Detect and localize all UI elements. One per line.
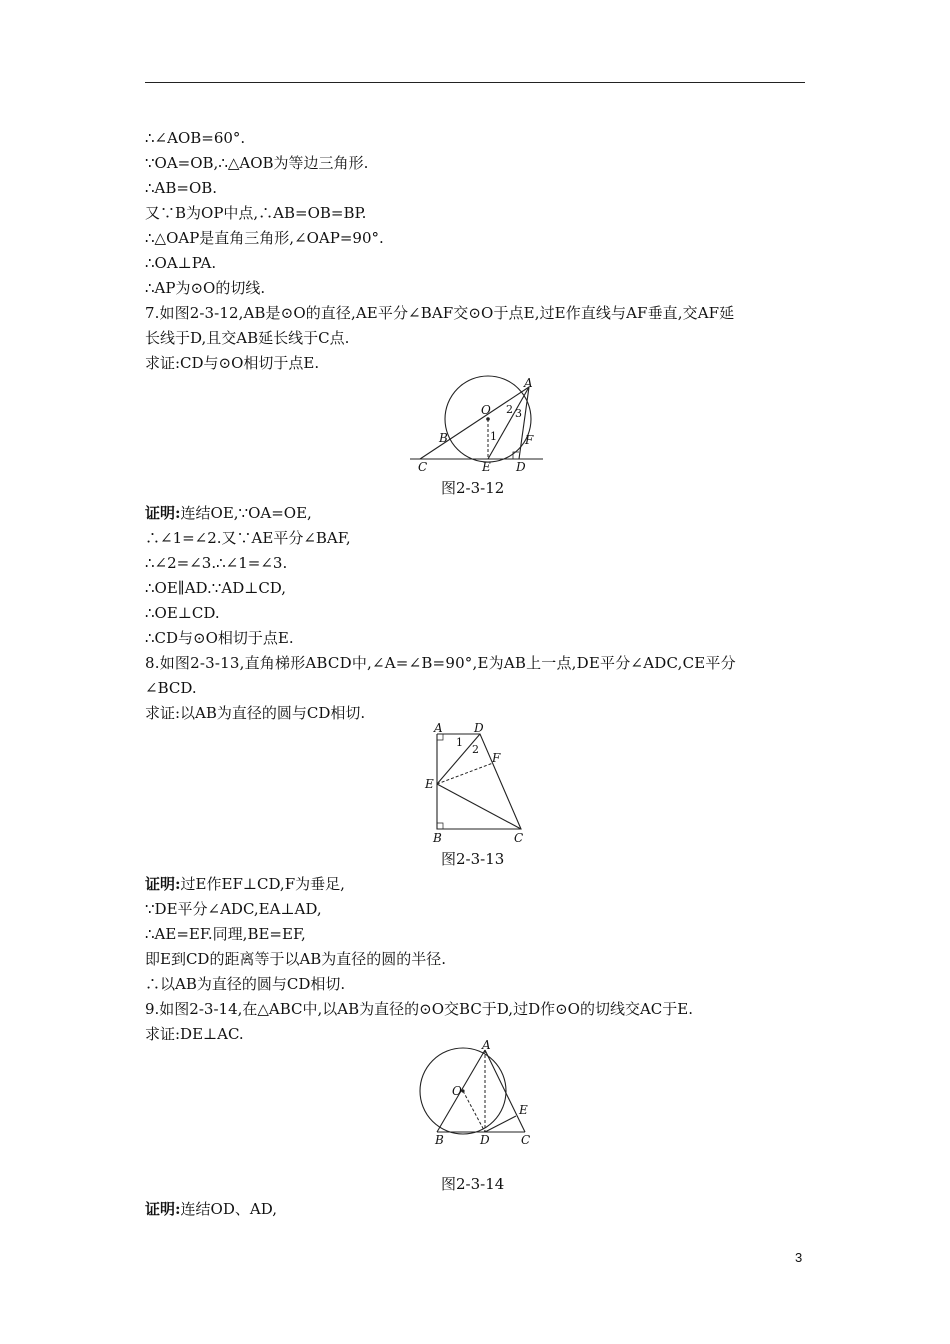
label-F: F xyxy=(525,433,534,447)
proof-label: 证明: xyxy=(145,504,181,522)
label-D: D xyxy=(474,721,484,735)
question-7: 7.如图2-3-12,AB是⊙O的直径,AE平分∠BAF交⊙O于点E,过E作直线与AF垂直,交AF延 xyxy=(145,304,735,322)
label-A: A xyxy=(434,721,443,735)
proof-8-start xyxy=(145,874,345,894)
question-9: 9.如图2-3-14,在△ABC中,以AB为直径的⊙O交BC于D,过D作⊙O的切线交AC于E. xyxy=(145,1000,693,1018)
label-D: D xyxy=(480,1133,490,1147)
figure-2-3-14 xyxy=(415,1040,540,1150)
text-line: 即E到CD的距离等于以AB为直径的圆的半径. xyxy=(145,950,447,968)
text-line: ∴∠AOB=60°. xyxy=(145,129,246,147)
question-9-claim: 求证:DE⊥AC. xyxy=(145,1025,244,1043)
label-angle-2: 2 xyxy=(506,403,513,416)
label-A: A xyxy=(482,1040,491,1052)
text-line: ∴OE∥AD.∵AD⊥CD, xyxy=(145,579,287,597)
figure-caption: 图2-3-13 xyxy=(441,850,505,868)
proof-label: 证明: xyxy=(145,875,181,893)
proof-label: 证明: xyxy=(145,1200,181,1218)
label-C: C xyxy=(514,831,524,845)
page-number: 3 xyxy=(795,1250,803,1265)
figure-caption: 图2-3-14 xyxy=(441,1175,505,1193)
figure-caption: 图2-3-12 xyxy=(441,479,505,497)
text-line: ∴∠2=∠3.∴∠1=∠3. xyxy=(145,554,288,572)
label-E: E xyxy=(519,1103,528,1117)
text-line: ∵DE平分∠ADC,EA⊥AD, xyxy=(145,900,322,918)
label-C: C xyxy=(418,460,428,474)
label-angle-1: 1 xyxy=(456,736,463,749)
text-line: ∴CD与⊙O相切于点E. xyxy=(145,629,294,647)
text-line: ∴OA⊥PA. xyxy=(145,254,217,272)
label-D: D xyxy=(516,460,526,474)
proof-9-start xyxy=(145,1199,277,1219)
question-7-claim: 求证:CD与⊙O相切于点E. xyxy=(145,354,320,372)
proof-text: 连结OD、AD, xyxy=(180,1200,277,1218)
label-O: O xyxy=(481,403,491,417)
text-line: ∴AE=EF.同理,BE=EF, xyxy=(145,925,306,943)
text-line: 又∵B为OP中点,∴AB=OB=BP. xyxy=(145,204,367,222)
figure-2-3-12 xyxy=(405,372,545,474)
text-line: ∴AB=OB. xyxy=(145,179,218,197)
label-E: E xyxy=(425,777,434,791)
proof-7-start xyxy=(145,503,312,523)
question-8: 8.如图2-3-13,直角梯形ABCD中,∠A=∠B=90°,E为AB上一点,DE平分∠ADC,CE平分 xyxy=(145,654,736,672)
figure-2-3-13 xyxy=(420,720,530,845)
label-A: A xyxy=(524,376,533,390)
label-angle-3: 3 xyxy=(515,407,522,420)
label-O: O xyxy=(452,1084,462,1098)
text-line: ∴∠1=∠2.又∵AE平分∠BAF, xyxy=(145,529,351,547)
question-8-claim: 求证:以AB为直径的圆与CD相切. xyxy=(145,704,366,722)
text-line: ∵OA=OB,∴△AOB为等边三角形. xyxy=(145,154,369,172)
label-B: B xyxy=(439,431,448,445)
label-angle-1: 1 xyxy=(490,430,497,443)
label-E: E xyxy=(482,460,491,474)
proof-text: 过E作EF⊥CD,F为垂足, xyxy=(180,875,345,893)
header-rule xyxy=(145,82,805,83)
label-B: B xyxy=(433,831,442,845)
label-F: F xyxy=(492,751,501,765)
question-7: 长线于D,且交AB延长线于C点. xyxy=(145,329,350,347)
question-8: ∠BCD. xyxy=(145,679,197,697)
proof-text: 连结OE,∵OA=OE, xyxy=(180,504,312,522)
text-line: ∴以AB为直径的圆与CD相切. xyxy=(145,975,346,993)
text-line: ∴OE⊥CD. xyxy=(145,604,220,622)
label-angle-2: 2 xyxy=(472,743,479,756)
label-C: C xyxy=(521,1133,531,1147)
label-B: B xyxy=(435,1133,444,1147)
text-line: ∴AP为⊙O的切线. xyxy=(145,279,266,297)
text-line: ∴△OAP是直角三角形,∠OAP=90°. xyxy=(145,229,384,247)
